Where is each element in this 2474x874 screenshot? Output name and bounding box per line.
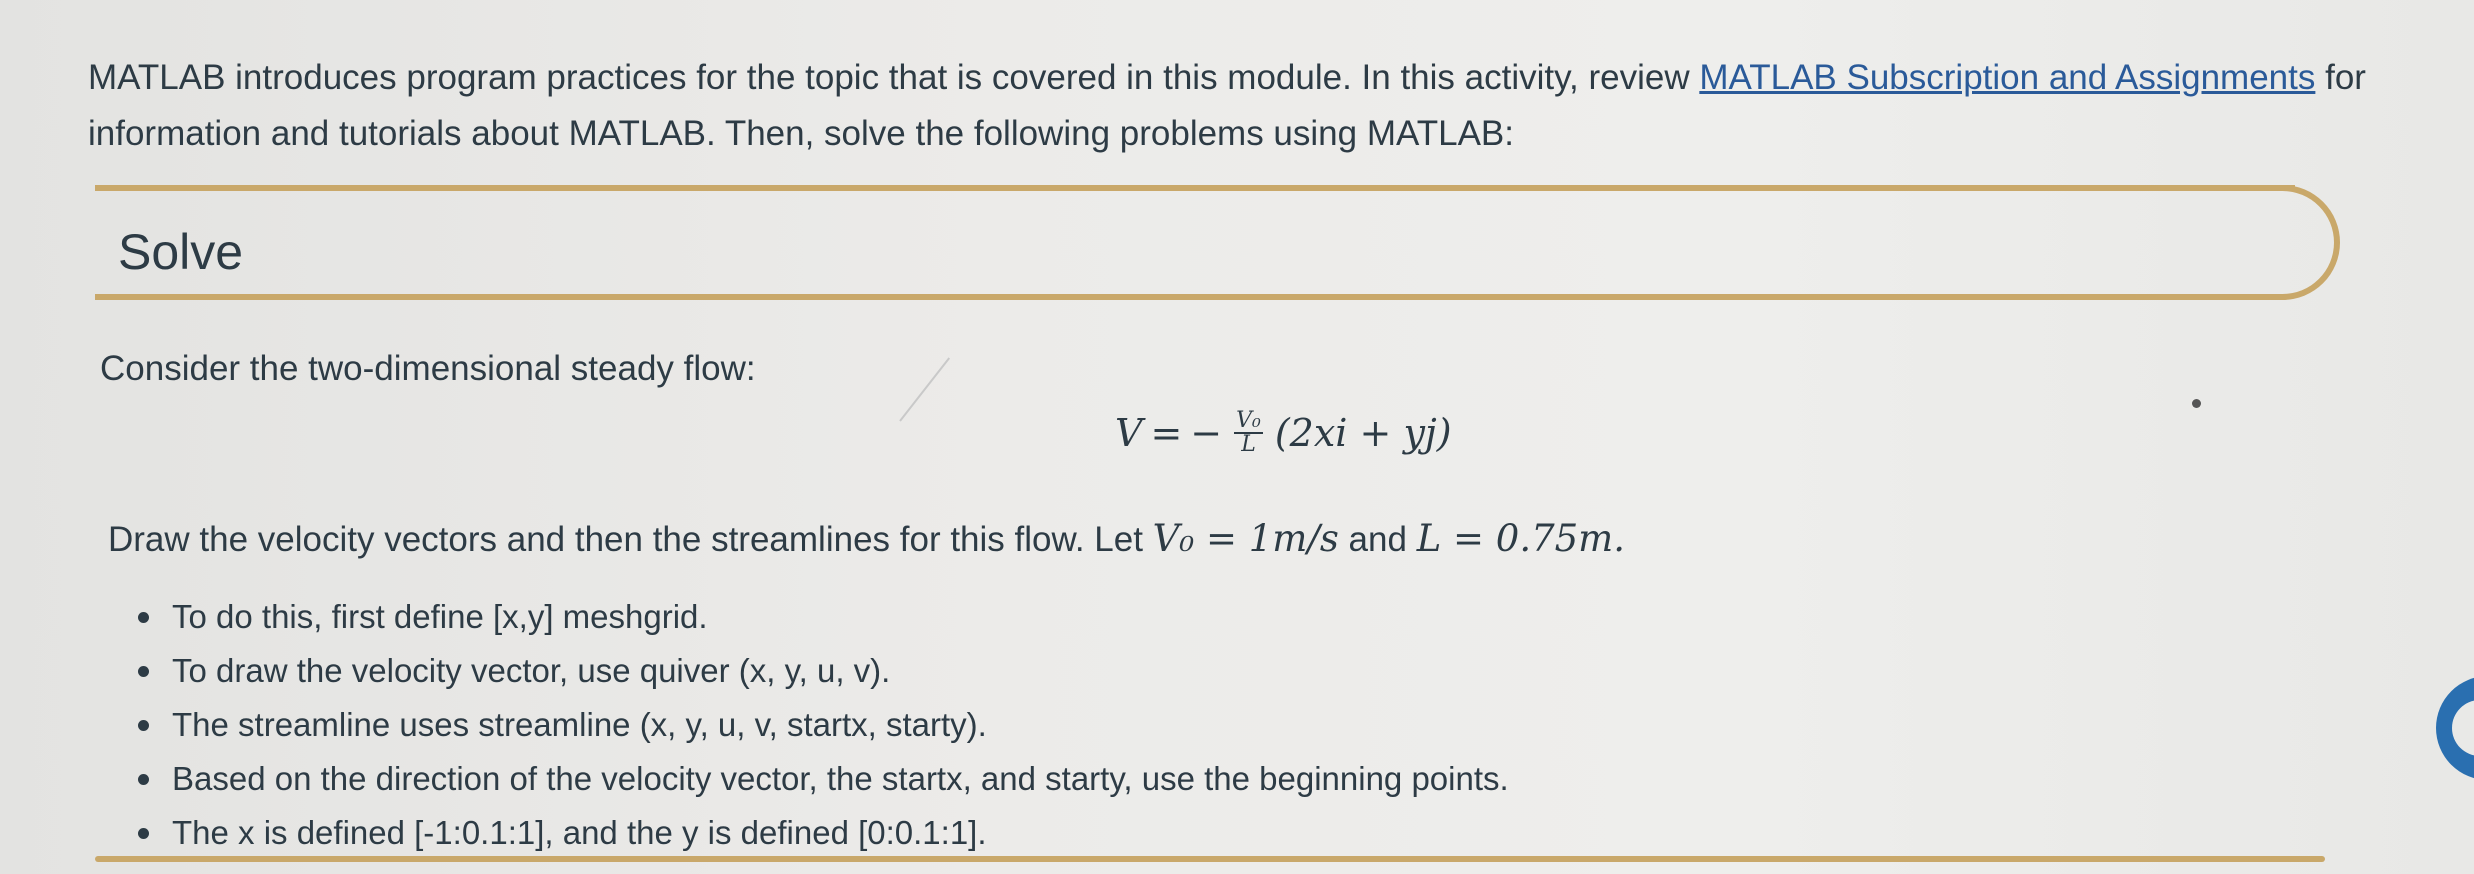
equation-lhs: V (1115, 411, 1143, 455)
v0-value: = 1m/s (1194, 517, 1339, 560)
list-item: Based on the direction of the velocity vector, the startx, and starty, use the beginning points. (138, 752, 1509, 806)
instruction-list (138, 590, 1509, 860)
equation-minus: − (1190, 411, 1223, 455)
list-item: To draw the velocity vector, use quiver (x, y, u, v). (138, 644, 1509, 698)
cursor-dot (2192, 399, 2201, 408)
matlab-subscription-link[interactable]: MATLAB Subscription and Assignments (1699, 58, 2316, 97)
l-value: = 0.75m. (1441, 517, 1626, 560)
list-item: The streamline uses streamline (x, y, u, v, startx, starty). (138, 698, 1509, 752)
consider-text: Consider the two-dimensional steady flow: (100, 349, 756, 388)
and-text: and (1338, 520, 1417, 559)
list-item: The x is defined [-1:0.1:1], and the y is defined [0:0.1:1]. (138, 806, 1509, 860)
section-bottom-border (95, 856, 2325, 862)
intro-text-after: for information and tutorials about MATLAB. Then, solve the following problems using MATLAB: (88, 58, 2366, 153)
flow-equation (1115, 410, 1452, 456)
l-symbol: L (1416, 517, 1442, 560)
equation-equals: = (1150, 411, 1183, 455)
intro-text-before: MATLAB introduces program practices for the topic that is covered in this module. In this activity, review (88, 58, 1700, 97)
draw-text: Draw the velocity vectors and then the streamlines for this flow. Let (108, 520, 1153, 559)
stray-mark (899, 357, 950, 421)
intro-paragraph (88, 50, 2468, 162)
solve-section-box (95, 185, 2340, 300)
fraction-denominator: L (1241, 432, 1256, 457)
equation-rhs: (2xi + yj) (1274, 411, 1452, 455)
equation-fraction (1234, 410, 1263, 456)
list-item: To do this, first define [x,y] meshgrid. (138, 590, 1509, 644)
draw-instruction (108, 514, 1625, 565)
section-title: Solve (118, 224, 244, 280)
v0-symbol: V₀ (1152, 517, 1195, 560)
fraction-numerator: V₀ (1236, 408, 1261, 433)
